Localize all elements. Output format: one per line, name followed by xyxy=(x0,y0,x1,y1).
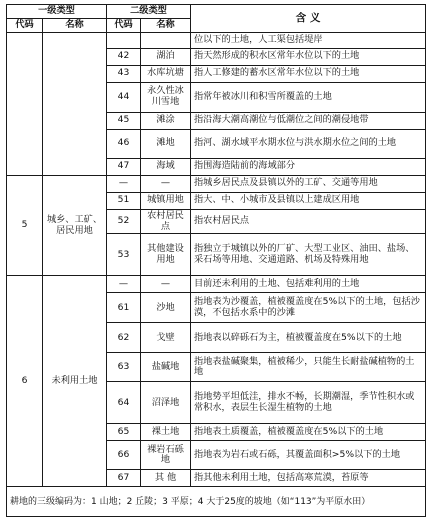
row-meaning: 目前还未利用的土地、包括难利用的土地 xyxy=(191,276,426,293)
level1-name-header: 名称 xyxy=(43,18,107,32)
row-code: 67 xyxy=(107,470,141,487)
level2-code-header: 代码 xyxy=(107,18,141,32)
group5-code: 5 xyxy=(7,175,43,276)
row-name: 盐碱地 xyxy=(141,353,191,382)
row-meaning: 指地势平坦低洼，排水不畅，长期潮湿，季节性积水或常积水，表层生长湿生植物的土地 xyxy=(191,382,426,424)
row-meaning: 指农村居民点 xyxy=(191,209,426,234)
row-meaning: 指地表为岩石或石砾，其覆盖面积>5%以下的土地 xyxy=(191,441,426,470)
row-code: 52 xyxy=(107,209,141,234)
row-name: 湖泊 xyxy=(141,48,191,65)
row-name: 滩地 xyxy=(141,129,191,158)
row-name: 海域 xyxy=(141,158,191,175)
row-name: — xyxy=(141,175,191,192)
row-name: 城镇用地 xyxy=(141,192,191,209)
row-meaning: 指沿海大潮高潮位与低潮位之间的潮侵地带 xyxy=(191,112,426,129)
row-code: 64 xyxy=(107,382,141,424)
row-meaning: 指地表为沙覆盖，植被覆盖度在5%以下的土地，包括沙漠，不包括水系中的沙滩 xyxy=(191,293,426,323)
level2-name-header: 名称 xyxy=(141,18,191,32)
row-meaning: 位以下的土地，人工渠包括堤岸 xyxy=(191,32,426,48)
row-meaning: 指河、湖水域平水期水位与洪水期水位之间的土地 xyxy=(191,129,426,158)
group6-code: 6 xyxy=(7,276,43,487)
row-name: 水库坑塘 xyxy=(141,65,191,82)
row-meaning: 指城乡居民点及县镇以外的工矿、交通等用地 xyxy=(191,175,426,192)
footnote: 耕地的三级编码为：1 山地；2 丘陵；3 平原；4 大于25度的坡地（如“113”为平原水田） xyxy=(7,487,426,517)
row-code: 45 xyxy=(107,112,141,129)
row-name: 裸土地 xyxy=(141,424,191,441)
row-code: 61 xyxy=(107,293,141,323)
row-meaning: 指大、中、小城市及县镇以上建成区用地 xyxy=(191,192,426,209)
table-row xyxy=(7,175,426,192)
row-code: 47 xyxy=(107,158,141,175)
row-code xyxy=(107,32,141,48)
level1-code-header: 代码 xyxy=(7,18,43,32)
row-name xyxy=(141,32,191,48)
row-meaning: 指地表以碎砾石为主，植被覆盖度在5%以下的土地 xyxy=(191,323,426,353)
row-name: 戈壁 xyxy=(141,323,191,353)
row-name: 其他建设用地 xyxy=(141,234,191,276)
row-code: 65 xyxy=(107,424,141,441)
row-meaning: 指人工修建的蓄水区常年水位以下的土地 xyxy=(191,65,426,82)
row-code: 62 xyxy=(107,323,141,353)
group6-name: 未利用土地 xyxy=(43,276,107,487)
row-meaning: 指围海造陆前的海域部分 xyxy=(191,158,426,175)
row-name: 其 他 xyxy=(141,470,191,487)
row-code: — xyxy=(107,276,141,293)
row-code: — xyxy=(107,175,141,192)
row-code: 43 xyxy=(107,65,141,82)
row-meaning: 指天然形成的积水区常年水位以下的土地 xyxy=(191,48,426,65)
row-code: 42 xyxy=(107,48,141,65)
row-name: 沙地 xyxy=(141,293,191,323)
row-code: 63 xyxy=(107,353,141,382)
table-row xyxy=(7,32,426,48)
row-code: 51 xyxy=(107,192,141,209)
page xyxy=(0,4,430,507)
group5-name: 城乡、工矿、居民用地 xyxy=(43,175,107,276)
group4-code-cell xyxy=(7,32,43,175)
group4-name-cell xyxy=(43,32,107,175)
row-code: 46 xyxy=(107,129,141,158)
row-name: 滩涂 xyxy=(141,112,191,129)
row-name: 永久性冰川雪地 xyxy=(141,82,191,112)
row-name: — xyxy=(141,276,191,293)
footnote-row xyxy=(7,487,426,517)
land-use-classification-table xyxy=(6,4,426,517)
level1-header: 一级类型 xyxy=(7,5,107,19)
row-name: 农村居民点 xyxy=(141,209,191,234)
row-name: 沼泽地 xyxy=(141,382,191,424)
meaning-header: 含 义 xyxy=(191,5,426,33)
row-meaning: 指地表土质覆盖，植被覆盖度在5%以下的土地 xyxy=(191,424,426,441)
row-meaning: 指常年被冰川和积雪所覆盖的土地 xyxy=(191,82,426,112)
row-code: 66 xyxy=(107,441,141,470)
row-code: 53 xyxy=(107,234,141,276)
table-row xyxy=(7,276,426,293)
row-meaning: 指其他未利用土地，包括高寒荒漠，苔原等 xyxy=(191,470,426,487)
row-name: 裸岩石砾地 xyxy=(141,441,191,470)
row-meaning: 指地表盐碱聚集，植被稀少，只能生长耐盐碱植物的土地 xyxy=(191,353,426,382)
row-code: 44 xyxy=(107,82,141,112)
level2-header: 二级类型 xyxy=(107,5,191,19)
row-meaning: 指独立于城镇以外的厂矿、大型工业区、油田、盐场、采石场等用地、交通道路、机场及特殊用地 xyxy=(191,234,426,276)
header-row-top xyxy=(7,5,426,19)
